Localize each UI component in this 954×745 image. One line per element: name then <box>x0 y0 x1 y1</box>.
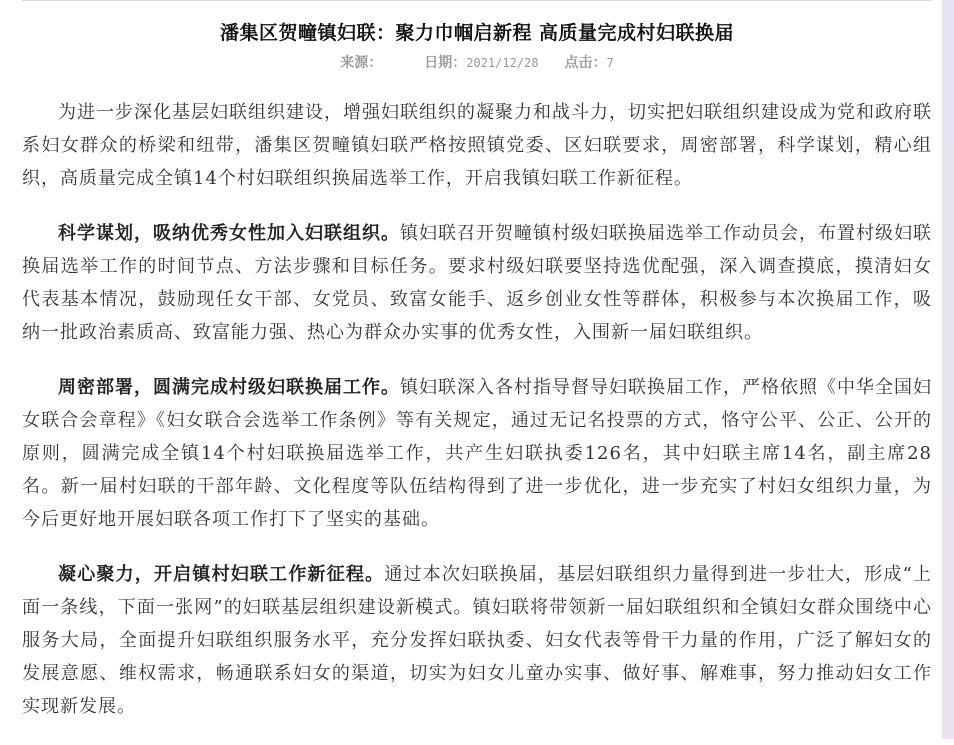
paragraph-lead: 科学谋划，吸纳优秀女性加入妇联组织。 <box>58 223 400 244</box>
article-container <box>22 0 932 745</box>
paragraph-deployment <box>22 371 932 536</box>
date-label: 日期： <box>424 55 467 71</box>
clicks-value: 7 <box>606 56 614 70</box>
paragraph-new-journey <box>22 558 932 723</box>
paragraph-text: 镇妇联深入各村指导督导妇联换届工作，严格依照《中华全国妇女联合会章程》《妇女联合会选举工作条例》等有关规定，通过无记名投票的方式，恪守公平、公正、公开的原则，圆满完成全镇14个村妇联换届选举工作，共产生妇联执委126名，其中妇联主席14名，副主席28名。新一届村妇联的干部年龄、文化程度等队伍结构得到了进一步优化，进一步充实了村妇女组织力量，为今后更好地开展妇联各项工作打下了坚实的基础。 <box>22 377 932 530</box>
clicks-label: 点击： <box>564 55 607 71</box>
paragraph-intro <box>22 96 932 195</box>
paragraph-planning <box>22 217 932 349</box>
article-title: 潘集区贺疃镇妇联：聚力巾帼启新程 高质量完成村妇联换届 <box>219 22 735 44</box>
paragraph-lead: 凝心聚力，开启镇村妇联工作新征程。 <box>58 564 385 585</box>
right-side-panel <box>942 0 954 739</box>
paragraph-text: 镇妇联召开贺疃镇村级妇联换届选举工作动员会，布置村级妇联换届选举工作的时间节点、方法步骤和目标任务。要求村级妇联要坚持选优配强，深入调查摸底，摸清妇女代表基本情况，鼓励现任女干部、女党员、致富女能手、返乡创业女性等群体，积极参与本次换届工作，吸纳一批政治素质高、致富能力强、热心为群众办实事的优秀女性，入围新一届妇联组织。 <box>22 223 932 343</box>
source-label: 来源： <box>340 55 383 71</box>
paragraph-text: 通过本次妇联换届，基层妇联组织力量得到进一步壮大，形成“上面一条线，下面一张网”的妇联基层组织建设新模式。镇妇联将带领新一届妇联组织和全镇妇女群众围绕中心服务大局，全面提升妇联组织服务水平，充分发挥妇联执委、妇女代表等骨干力量的作用，广泛了解妇女的发展意愿、维权需求，畅通联系妇女的渠道，切实为妇女儿童办实事、做好事、解难事，努力推动妇女工作实现新发展。 <box>22 564 933 717</box>
paragraph-text: 为进一步深化基层妇联组织建设，增强妇联组织的凝聚力和战斗力，切实把妇联组织建设成为党和政府联系妇女群众的桥梁和纽带，潘集区贺疃镇妇联严格按照镇党委、区妇联要求，周密部署，科学谋划，精心组织，高质量完成全镇14个村妇联组织换届选举工作，开启我镇妇联工作新征程。 <box>22 102 932 189</box>
date-value: 2021/12/28 <box>466 56 539 70</box>
paragraph-lead: 周密部署，圆满完成村级妇联换届工作。 <box>58 377 400 398</box>
article-body <box>22 96 932 723</box>
article-meta <box>22 53 932 74</box>
